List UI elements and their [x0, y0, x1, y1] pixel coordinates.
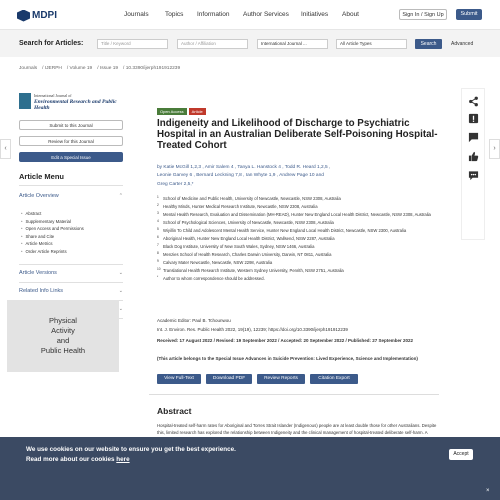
affiliation-item	[157, 244, 439, 249]
article-type-select[interactable]: All Article Types	[336, 39, 407, 49]
journal-ad-banner[interactable]	[7, 300, 119, 372]
affiliation-item	[157, 212, 439, 217]
ad-line: and	[56, 336, 70, 345]
affiliation-text: Author to whom correspondence should be addressed.	[163, 276, 265, 281]
cookie-line-2	[26, 455, 386, 465]
affiliation-text: Mental Health Research, Evaluation and Dissemination (MH-READ), Hunter New England Local Health District, Newcastle, NSW 2308, Australia	[163, 212, 431, 217]
affiliation-item	[157, 220, 439, 225]
affiliation-text: Calvary Mater Newcastle, Newcastle, NSW 2298, Australia	[163, 260, 273, 265]
mdpi-logo-text: MDPI	[32, 10, 57, 21]
search-title: Search for Articles:	[19, 40, 84, 47]
article-title: Indigeneity and Likelihood of Discharge to Psychiatric Hospital in an Australian Deliberate Self-Poisoning Hospital-Treated Cohort	[157, 118, 438, 151]
abstract-heading: Abstract	[157, 406, 192, 416]
menu-item-abstract[interactable]: • Abstract	[21, 210, 84, 218]
breadcrumb-journal[interactable]: IJERPH	[44, 66, 62, 71]
menu-divider	[19, 185, 123, 186]
affiliation-mark: 9	[157, 259, 159, 263]
affiliation-text: Healthy Minds, Hunter Medical Research Institute, Newcastle, NSW 2308, Australia	[163, 204, 318, 209]
article-versions-label: Article Versions	[19, 270, 57, 276]
edit-special-issue-button[interactable]: Edit a Special Issue	[19, 152, 123, 162]
menu-divider	[19, 282, 123, 283]
view-full-text-button[interactable]: View Full-Text	[157, 374, 201, 384]
affiliation-item	[157, 260, 439, 265]
affiliation-text: School of Psychological Sciences, University of Newcastle, Newcastle, NSW 2308, Australia	[163, 220, 334, 225]
open-access-badge: Open Access	[157, 108, 187, 115]
next-article-arrow[interactable]: ›	[489, 139, 500, 159]
article-overview-toggle[interactable]	[19, 193, 123, 199]
affiliation-mark: 2	[157, 203, 159, 207]
menu-item-metrics[interactable]: • Article Metrics	[21, 240, 84, 248]
author-list	[157, 164, 439, 189]
article-versions-toggle[interactable]	[19, 270, 123, 276]
breadcrumb-issue[interactable]: Issue 19	[99, 66, 119, 71]
menu-item-open-access[interactable]: • Open Access and Permissions	[21, 225, 84, 233]
affiliation-item	[157, 204, 439, 209]
nav-information[interactable]: Information	[197, 11, 230, 18]
menu-item-supplementary[interactable]: • Supplementary Material	[21, 218, 84, 226]
author-line[interactable]: Leonie Garvey 6 , Bernard Leckning 7,8 , Ian Whyte 1,9 , Andrew Page 10 and	[157, 173, 324, 179]
citation-export-button[interactable]: Citation Export	[310, 374, 358, 384]
journal-select[interactable]: International Journal ...	[257, 39, 328, 49]
cookie-line-1: We use cookies on our website to ensure you get the best experience.	[26, 446, 236, 453]
signin-button[interactable]: Sign In / Sign Up	[399, 9, 447, 20]
author-affiliation-input[interactable]: Author / Affiliation	[177, 39, 248, 49]
cookie-here-link[interactable]: here	[116, 456, 130, 463]
nav-topics[interactable]: Topics	[165, 11, 184, 18]
related-info-label: Related Info Links	[19, 288, 64, 294]
cookie-message	[26, 445, 386, 465]
journal-name-prefix: International Journal of	[34, 93, 72, 98]
affiliation-text: Aboriginal Health, Hunter New England Local Health District, Wallsend, NSW 2287, Australia	[163, 236, 335, 241]
nav-about[interactable]: About	[342, 11, 359, 18]
journal-header[interactable]	[15, 88, 127, 114]
affiliation-text: Menzies School of Health Research, Charles Darwin University, Darwin, NT 0811, Australia	[163, 252, 332, 257]
affiliation-mark: 3	[157, 211, 159, 215]
affiliation-mark: 8	[157, 251, 159, 255]
breadcrumb-volume[interactable]: Volume 19	[69, 66, 93, 71]
menu-item-share-cite[interactable]: • Share and Cite	[21, 233, 84, 241]
chevron-up-icon: ⌃	[118, 193, 123, 199]
menu-item-reprints[interactable]: • Order Article Reprints	[21, 248, 84, 256]
affiliation-mark: 7	[157, 243, 159, 247]
article-menu-title: Article Menu	[19, 172, 65, 181]
journal-name-main: Environmental Research and Public Health	[34, 99, 117, 111]
download-pdf-button[interactable]: Download PDF	[206, 374, 252, 384]
nav-initiatives[interactable]: Initiatives	[301, 11, 329, 18]
affiliation-mark: 4	[157, 219, 159, 223]
mdpi-logo-icon	[17, 10, 30, 22]
affiliation-item	[157, 236, 439, 241]
title-keyword-input[interactable]: Title / Keyword	[97, 39, 168, 49]
article-actions	[157, 374, 358, 384]
article-type-badge: Article	[189, 108, 206, 115]
review-for-journal-button[interactable]: Review for this Journal	[19, 136, 123, 146]
submit-button[interactable]: Submit	[456, 9, 482, 20]
author-line[interactable]: Greg Carter 2,5,*	[157, 181, 194, 187]
affiliation-mark: 1	[157, 195, 159, 199]
affiliation-item	[157, 268, 439, 273]
mdpi-logo[interactable]	[17, 9, 57, 22]
breadcrumb: Journals / IJERPH / Volume 19 / Issue 19 / 10.3390/ijerph191912239	[19, 66, 181, 71]
like-icon[interactable]	[468, 149, 479, 160]
breadcrumb-doi: 10.3390/ijerph191912239	[125, 66, 181, 71]
related-info-toggle[interactable]	[19, 288, 123, 294]
breadcrumb-journals[interactable]: Journals	[19, 66, 38, 71]
affiliation-item	[157, 276, 439, 281]
article-badges	[157, 108, 206, 115]
affiliation-text: Wiyillin To Child and Adolescent Mental Health Service, Hunter New England Local Health District, Newcastle, NSW 2300, Australia	[163, 228, 407, 233]
affiliation-mark: 5	[157, 227, 159, 231]
chevron-down-icon: ⌄	[118, 306, 123, 312]
academic-editor: Academic Editor: Paul B. Tchounwou	[157, 318, 231, 323]
chevron-down-icon: ⌄	[118, 288, 123, 294]
submit-to-journal-button[interactable]: Submit to this Journal	[19, 120, 123, 130]
article-overview-label: Article Overview	[19, 193, 59, 199]
section-divider	[149, 394, 439, 395]
search-button[interactable]: Search	[415, 39, 442, 49]
affiliation-item	[157, 252, 439, 257]
nav-author-services[interactable]: Author Services	[243, 11, 289, 18]
prev-article-arrow[interactable]: ‹	[0, 139, 11, 159]
affiliation-text: Black Dog Institute, University of New South Wales, Sydney, NSW 1466, Australia	[163, 244, 315, 249]
error-report-icon[interactable]	[468, 111, 479, 122]
journal-name	[34, 93, 127, 111]
advanced-search-link[interactable]: Advanced	[451, 41, 474, 47]
close-cookie-icon[interactable]: ×	[486, 488, 490, 494]
affiliation-item	[157, 196, 439, 201]
top-navbar	[0, 0, 500, 30]
affiliation-mark: *	[157, 275, 159, 279]
cookie-line-2-text: Read more about our cookies	[26, 456, 117, 463]
affiliation-item	[157, 228, 439, 233]
review-reports-button[interactable]: Review Reports	[257, 374, 305, 384]
affiliation-mark: 6	[157, 235, 159, 239]
special-issue-note[interactable]: (This article belongs to the Special Issue Advances in Suicide Prevention: Lived Experience, Science and Implementation)	[157, 356, 418, 361]
chevron-down-icon: ⌄	[118, 270, 123, 276]
affiliation-text: School of Medicine and Public Health, University of Newcastle, Newcastle, NSW 2308, Australia	[163, 196, 341, 201]
journal-cover-image	[19, 93, 31, 109]
accept-cookies-button[interactable]: Accept	[449, 449, 473, 460]
ad-line: Activity	[51, 326, 75, 335]
chat-icon[interactable]	[468, 168, 479, 179]
share-icon[interactable]	[468, 94, 479, 105]
article-overview-list	[21, 210, 84, 256]
affiliation-text: Translational Health Research Institute, Western Sydney University, Penrith, NSW 2751, Australia	[163, 268, 344, 273]
abstract-text: Hospital-treated self-harm rates for Aboriginal and Torres Strait Islander (Indigenous) people are at least double those for other Australians. Despite this, limited research has explored the relationship between Indigeneity and the clinical management of hospital-treated deliberate self-harm. A	[157, 423, 437, 436]
citation-line[interactable]: Int. J. Environ. Res. Public Health 2022, 19(19), 12239; https://doi.org/10.3390/ijerph191912239	[157, 327, 348, 332]
ad-line: Public Health	[40, 346, 86, 355]
author-line[interactable]: by Katie McGill 1,2,3 , Amir Salem 4 , Tanya L. Hanstock 4 , Todd R. Heard 1,2,5 ,	[157, 165, 331, 170]
nav-journals[interactable]: Journals	[124, 11, 149, 18]
publication-dates: Received: 17 August 2022 / Revised: 19 September 2022 / Accepted: 20 September 2022 / Published: 27 September 2022	[157, 338, 414, 343]
affiliation-list	[157, 196, 439, 284]
affiliation-mark: 10	[157, 267, 161, 271]
ad-text	[7, 316, 119, 356]
ad-line: Physical	[49, 316, 77, 325]
comment-icon[interactable]	[468, 130, 479, 141]
menu-divider	[19, 264, 123, 265]
